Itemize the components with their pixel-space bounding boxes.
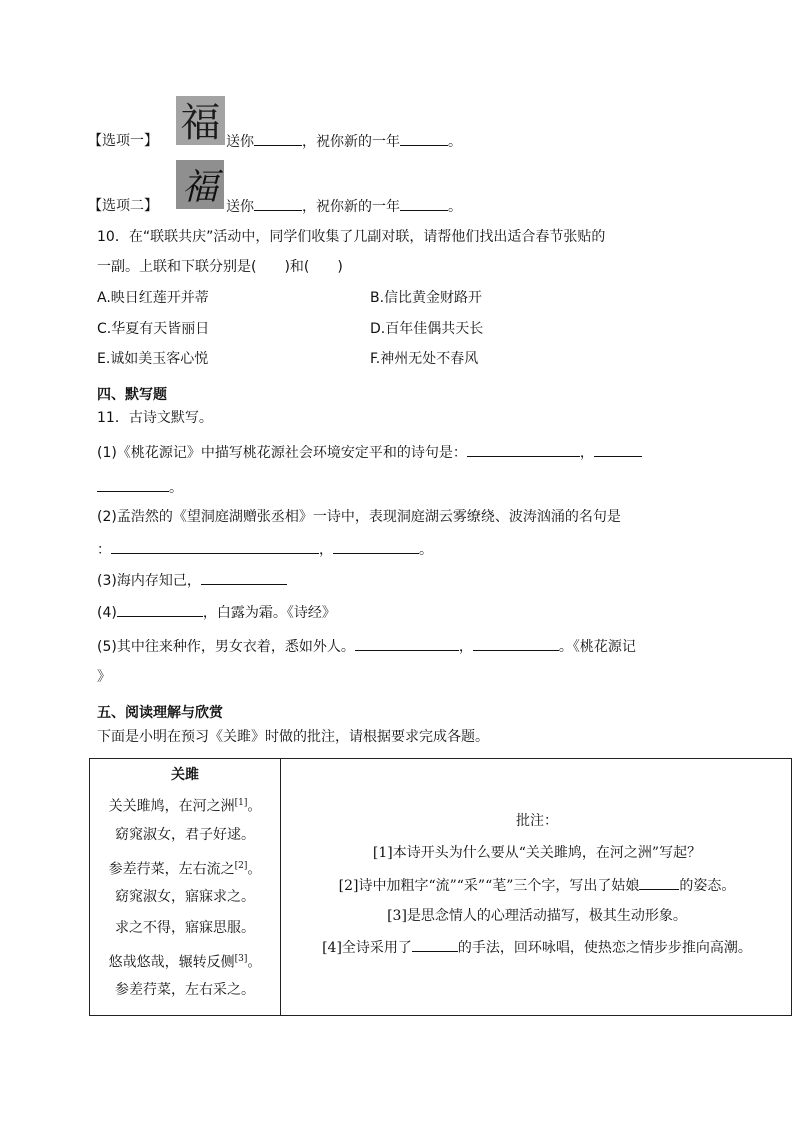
poem-title: 关雎 [171, 767, 199, 783]
notes-title: 批注： [516, 813, 558, 829]
q10-line-1: 10．在“联联共庆”活动中，同学们收集了几副对联，请帮他们找出适合春节张贴的 [97, 229, 606, 245]
q10-option-c[interactable]: C.华夏有天皆丽日 [97, 321, 210, 337]
q11-item-5-blank-2[interactable] [473, 636, 559, 651]
poem-line-2: 窈窕淑女，君子好逑。 [115, 827, 255, 843]
option-2-text1: 送你 [226, 199, 254, 215]
q10-option-b[interactable]: B.信比黄金财路开 [370, 290, 483, 306]
note-3: [3]是思念情人的心理活动描写，极其生动形象。 [387, 908, 687, 924]
option-2-end: 。 [448, 199, 462, 215]
q11-item-3-blank[interactable] [201, 570, 287, 585]
q11-item-1-cont [97, 477, 183, 498]
fu-character-icon [176, 96, 225, 145]
q10-option-d[interactable]: D.百年佳偶共天长 [370, 321, 484, 337]
option-1-text2: ，祝你新的一年 [302, 134, 400, 150]
option-1-end: 。 [448, 134, 462, 150]
q11-item-5-text: (5)其中往来种作，男女衣着，悉如外人。 [97, 639, 355, 655]
q11-item-4-blank[interactable] [117, 602, 203, 617]
q11-item-4 [97, 602, 336, 623]
option-2-text2: ，祝你新的一年 [302, 199, 400, 215]
q11-item-5-cont: 》 [97, 669, 111, 685]
fu-char-2: 福 [181, 167, 219, 208]
q11-item-5-blank-1[interactable] [355, 636, 459, 651]
option-1-blank-1[interactable] [254, 131, 302, 146]
fu-char-1: 福 [180, 100, 221, 145]
fu-cursive-icon [176, 160, 224, 209]
fu-calligraphy-image-1 [176, 96, 225, 145]
q11-item-2-sep: ， [319, 542, 333, 558]
q11-item-2-blank-1[interactable] [111, 539, 319, 554]
option-2-prefix: 【选项二】 [88, 198, 158, 214]
note-4-blank[interactable] [412, 937, 458, 952]
q11-item-1-end: 。 [169, 480, 183, 496]
option-1-blank-2[interactable] [400, 131, 448, 146]
q11-item-5-sep: ， [458, 639, 473, 655]
q10-option-a[interactable]: A.映日红莲开并蒂 [97, 290, 209, 306]
poem-line-7: 参差荇菜，左右采之。 [115, 982, 255, 998]
q11-item-2-cont [97, 539, 433, 560]
q11-item-3 [97, 570, 287, 591]
q10-option-f[interactable]: F.神州无处不春风 [370, 351, 479, 367]
option-1-text1: 送你 [226, 134, 254, 150]
option-1-text [226, 131, 462, 152]
q11-item-3-text: (3)海内存知己， [97, 573, 201, 589]
note-4: [4]全诗采用了 的手法，回环咏唱，使热恋之情步步推向高潮。 [281, 937, 793, 958]
annotation-table [89, 758, 792, 1016]
q10-option-e[interactable]: E.诚如美玉客心悦 [97, 351, 209, 367]
q11-item-1-blank-2a[interactable] [594, 442, 642, 457]
poem-line-5: 求之不得，寤寐思服。 [115, 920, 255, 936]
poem-line-4: 窈窕淑女，寤寐求之。 [115, 889, 255, 905]
option-1-row [88, 131, 158, 151]
q11-item-1-sep: ， [579, 445, 594, 461]
poem-line-1: 关关雎鸠，在河之洲[1]。 [108, 798, 262, 815]
q11-item-1-blank-2b[interactable] [97, 477, 169, 492]
section-5-heading: 五、阅读理解与欣赏 [97, 705, 223, 721]
q11-item-2-end: 。 [419, 542, 433, 558]
option-2-blank-1[interactable] [254, 196, 302, 211]
section-5-intro: 下面是小明在预习《关雎》时做的批注，请根据要求完成各题。 [97, 729, 489, 745]
q11-item-1 [97, 442, 642, 463]
q11-item-2: (2)孟浩然的《望洞庭湖赠张丞相》一诗中，表现洞庭湖云雾缭绕、波涛汹涌的名句是 [97, 509, 621, 525]
q11-item-1-blank-1[interactable] [467, 442, 580, 457]
note-2: [2]诗中加粗字“流”“采”“芼”三个字，写出了姑娘 的姿态。 [281, 875, 793, 896]
q11-item-5-source: 。《桃花源记 [558, 639, 636, 655]
q11-title: 11．古诗文默写。 [97, 410, 213, 426]
note-2-blank[interactable] [639, 875, 679, 890]
poem-line-6: 悠哉悠哉，辗转反侧[3]。 [108, 954, 262, 971]
option-2-text [226, 196, 462, 217]
q11-item-2-blank-2[interactable] [333, 539, 419, 554]
q10-line-2: 一副。上联和下联分别是( )和( ) [97, 259, 343, 275]
option-1-prefix: 【选项一】 [88, 133, 158, 149]
q11-item-4-prefix: (4) [97, 605, 117, 621]
fu-calligraphy-image-2 [176, 160, 224, 209]
q11-item-2-colon: ： [97, 542, 111, 558]
q11-item-4-text: ，白露为霜。《诗经》 [202, 605, 336, 621]
q11-item-5 [97, 636, 636, 657]
option-2-row [88, 196, 158, 216]
note-1: [1]本诗开头为什么要从“关关雎鸠，在河之洲”写起？ [372, 845, 702, 861]
poem-line-3: 参差荇菜，左右流之[2]。 [108, 861, 262, 878]
option-2-blank-2[interactable] [400, 196, 448, 211]
q11-item-1-text: (1)《桃花源记》中描写桃花源社会环境安定平和的诗句是： [97, 445, 467, 461]
section-4-heading: 四、默写题 [97, 387, 167, 403]
